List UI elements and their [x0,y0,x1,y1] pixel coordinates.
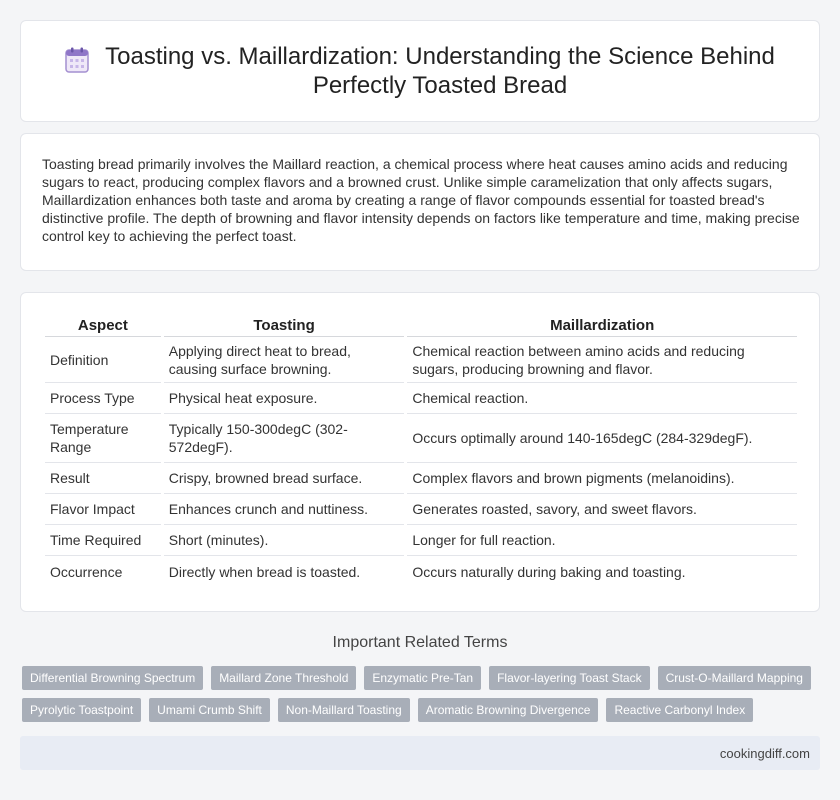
table-cell: Temperature Range [45,414,161,463]
related-term-tag[interactable]: Umami Crumb Shift [149,698,270,722]
related-term-tag[interactable]: Crust-O-Maillard Mapping [658,666,811,690]
table-cell: Chemical reaction. [407,383,797,414]
table-cell: Typically 150-300degC (302-572degF). [164,414,405,463]
comparison-table [42,315,800,587]
table-row [45,556,797,587]
table-cell: Crispy, browned bread surface. [164,463,405,494]
table-row [45,525,797,556]
intro-paragraph: Toasting bread primarily involves the Maillard reaction, a chemical process where heat causes amino acids and reducing sugars to react, producing complex flavors and a browned crust. Unlike simple caramelization that only affects sugars, Maillardization enhances both taste and aroma by creating a range of flavor compounds essential for toasted bread's distinctive profile. The depth of browning and flavor intensity depends on factors like temperature and time, making precise control key to achieving the perfect toast. [42,156,800,244]
table-row [45,463,797,494]
table-row [45,383,797,414]
table-cell: Short (minutes). [164,525,405,556]
related-term-tag[interactable]: Aromatic Browning Divergence [418,698,599,722]
table-cell: Occurs naturally during baking and toasting. [412,563,686,580]
related-terms-list [22,666,822,722]
header-aspect: Aspect [45,315,161,337]
intro-card [20,133,820,271]
table-cell: Physical heat exposure. [164,383,405,414]
table-cell: Occurrence [50,563,123,580]
related-term-tag[interactable]: Enzymatic Pre-Tan [364,666,481,690]
related-term-tag[interactable]: Non-Maillard Toasting [278,698,410,722]
related-terms-heading: Important Related Terms [332,634,508,651]
table-cell: Occurs optimally around 140-165degC (284-329degF). [407,414,797,463]
table-row [45,337,797,383]
related-term-tag[interactable]: Maillard Zone Threshold [211,666,356,690]
table-cell: Applying direct heat to bread, causing surface browning. [164,337,405,383]
footer-site-link[interactable]: cookingdiff.com [719,746,810,761]
table-row [45,494,797,525]
header-maillardization: Maillardization [407,315,797,337]
related-term-tag[interactable]: Flavor-layering Toast Stack [489,666,650,690]
table-cell: Directly when bread is toasted. [168,563,361,580]
table-cell: Complex flavors and brown pigments (melanoidins). [407,463,797,494]
table-cell: Chemical reaction between amino acids and reducing sugars, producing browning and flavor. [407,337,797,383]
table-cell: Definition [45,337,161,383]
title-card [20,20,820,122]
table-header-row [45,315,797,337]
table-cell: Enhances crunch and nuttiness. [164,494,405,525]
table-cell: Time Required [45,525,161,556]
table-cell: Result [45,463,161,494]
table-cell: Flavor Impact [45,494,161,525]
related-term-tag[interactable]: Differential Browning Spectrum [22,666,203,690]
header-toasting: Toasting [164,315,405,337]
related-term-tag[interactable]: Pyrolytic Toastpoint [22,698,141,722]
related-term-tag[interactable]: Reactive Carbonyl Index [606,698,753,722]
table-cell: Generates roasted, savory, and sweet flavors. [407,494,797,525]
table-cell: Longer for full reaction. [407,525,797,556]
page-title: Toasting vs. Maillardization: Understanding the Science Behind Perfectly Toasted Bread [105,43,775,99]
footer [20,736,820,770]
table-cell: Process Type [45,383,161,414]
comparison-card [20,292,820,612]
table-row [45,414,797,463]
